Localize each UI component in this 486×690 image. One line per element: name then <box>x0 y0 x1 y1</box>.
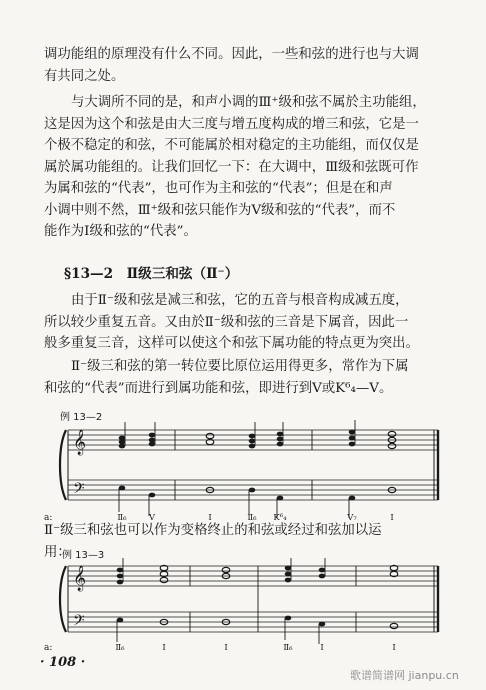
text-line: 为属和弦的“代表”，也可作为主和弦的“代表”；但是在和声 <box>44 181 393 196</box>
example-label: 例 13—3 <box>62 550 105 561</box>
text-line: Ⅱ⁻级三和弦的第一转位要比原位运用得更多，常作为下属 <box>71 359 409 374</box>
text-line: 和弦的“代表”而进行到属功能和弦，即进行到Ⅴ或K⁶₄—Ⅴ。 <box>44 380 393 396</box>
roman-numeral: Ⅴ₇ <box>347 513 357 523</box>
key-label: a: <box>44 643 53 653</box>
roman-numeral: K⁶₄ <box>273 513 287 523</box>
roman-numeral: Ⅱ₆ <box>115 643 125 653</box>
roman-numeral: Ⅰ <box>320 643 324 653</box>
text-line: Ⅱ⁻级三和弦也可以作为变格终止的和弦或经过和弦加以运 <box>44 523 382 538</box>
section-heading: §13—2 Ⅱ级三和弦（Ⅱ⁻） <box>64 266 239 282</box>
paragraph-3 <box>44 290 444 355</box>
text-line: 有共同之处。 <box>44 68 125 84</box>
roman-numerals <box>115 643 395 653</box>
text-line: 般多重复三音，这样可以使这个和弦下属功能的特点更为突出。 <box>44 336 419 351</box>
text-line: 小调中则不然，Ⅲ⁺级和弦只能作为Ⅴ级和弦的“代表”，而不 <box>44 202 396 218</box>
roman-numeral: Ⅱ₆ <box>247 513 257 523</box>
treble-staff <box>68 566 438 586</box>
brace <box>60 430 66 500</box>
text-line: 与大调所不同的是，和声小调的Ⅲ⁺级和弦不属於主功能组， <box>71 95 426 110</box>
roman-numeral: Ⅰ <box>162 643 166 653</box>
music-score-example-1 <box>40 416 450 526</box>
text-line: 由于Ⅱ⁻级和弦是减三和弦，它的五音与根音构成减五度， <box>71 293 409 308</box>
paragraph-4 <box>44 356 444 399</box>
text-line: 用： <box>44 544 71 560</box>
text-line: 所以较少重复五音。又由於Ⅱ⁻级和弦的三音是下属音，因此一 <box>44 314 409 330</box>
treble-clef-icon: 𝄞 <box>73 430 87 455</box>
bass-staff <box>68 612 438 632</box>
text-line: 能作为Ⅰ级和弦的“代表”。 <box>44 224 197 239</box>
bass-clef-icon: 𝄢 <box>73 612 85 633</box>
text-line: 这是因为这个和弦是由大三度与增五度构成的增三和弦，它是一 <box>44 116 419 132</box>
roman-numeral: Ⅱ₆ <box>117 513 127 523</box>
brace <box>60 566 66 632</box>
text-line: 属於属功能组的。让我们回忆一下：在大调中，Ⅲ级和弦既可作 <box>44 159 419 175</box>
example-label: 例 13—2 <box>60 412 103 423</box>
music-score-example-2 <box>40 556 450 656</box>
roman-numeral: Ⅱ₆ <box>283 643 293 653</box>
roman-numeral: Ⅰ <box>224 643 228 653</box>
page-number: · 108 · <box>40 655 86 670</box>
text-line: 调功能组的原理没有什么不同。因此，一些和弦的进行也与大调 <box>44 47 419 62</box>
watermark-text: 歌谱简谱网 jianpu.cn <box>350 669 459 682</box>
roman-numeral: Ⅰ <box>390 513 394 523</box>
key-label: a: <box>44 513 53 523</box>
treble-clef-icon: 𝄞 <box>73 566 87 591</box>
paragraph-1 <box>44 44 444 87</box>
bass-clef-icon: 𝄢 <box>73 480 85 501</box>
roman-numeral: Ⅰ <box>208 513 212 523</box>
roman-numeral: Ⅴ <box>148 513 156 523</box>
text-line: 个极不稳定的和弦，不可能属於相对稳定的主功能组，而仅仅是 <box>44 138 419 153</box>
paragraph-2 <box>44 92 444 243</box>
roman-numeral: Ⅰ <box>392 643 396 653</box>
